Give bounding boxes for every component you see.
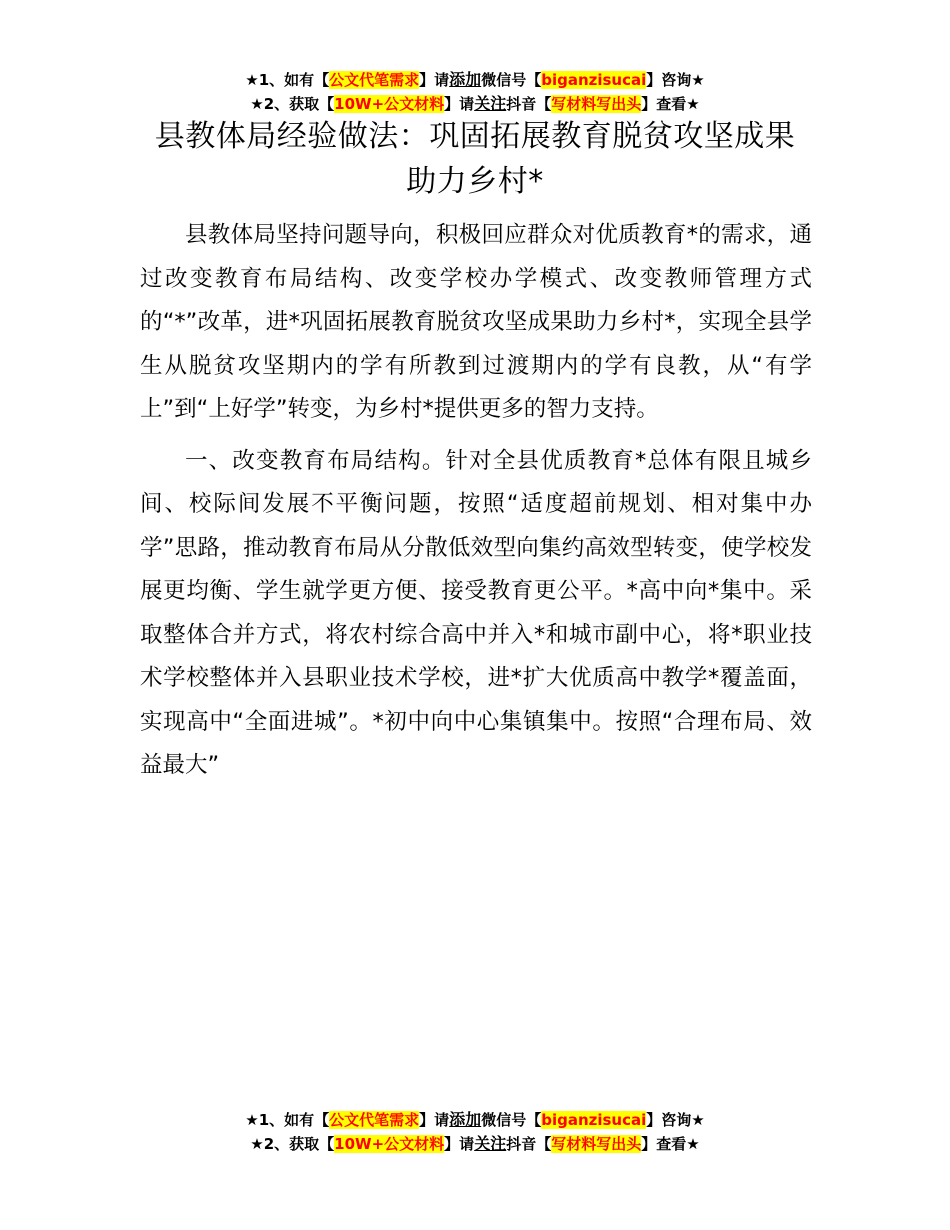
highlight-service: 公文代笔需求 [329,71,420,89]
star-icon: ★ [250,1135,264,1153]
star-icon: ★ [691,1111,705,1129]
footer-banner [0,1108,950,1156]
banner-line-2: ★2、获取【10W+公文材料】请关注抖音【写材料写出头】查看★ [250,1134,700,1153]
star-icon: ★ [691,71,705,89]
highlight-douyin-account: 写材料写出头 [551,95,642,113]
star-icon: ★ [686,1135,700,1153]
header-banner [0,68,950,116]
star-icon: ★ [245,71,259,89]
highlight-wechat-id: biganzisucai [541,1111,647,1129]
highlight-service: 公文代笔需求 [329,1111,420,1129]
underlined-add: 添加 [449,1110,482,1129]
highlight-materials: 10W+公文材料 [334,95,445,113]
document-body [140,214,812,796]
paragraph-intro: 县教体局坚持问题导向，积极回应群众对优质教育*的需求，通过改变教育布局结构、改变学校办学模式、改变教师管理方式的“*”改革，进*巩固拓展教育脱贫攻坚成果助力乡村*，实现全县学生从脱贫攻坚期内的学有所教到过渡期内的学有良教，从“有学上”到“上好学”转变，为乡村*提供更多的智力支持。 [140,222,812,422]
document-title: 县教体局经验做法：巩固拓展教育脱贫攻坚成果助力乡村* [154,119,796,199]
highlight-materials: 10W+公文材料 [334,1135,445,1153]
star-icon: ★ [245,1111,259,1129]
star-icon: ★ [250,95,264,113]
banner-line-2: ★2、获取【10W+公文材料】请关注抖音【写材料写出头】查看★ [250,94,700,113]
banner-line-1: ★1、如有【公文代笔需求】请添加微信号【biganzisucai】咨询★ [245,70,705,89]
underlined-follow: 关注 [474,94,507,113]
highlight-wechat-id: biganzisucai [541,71,647,89]
highlight-douyin-account: 写材料写出头 [551,1135,642,1153]
paragraph-section-1: 一、改变教育布局结构。针对全县优质教育*总体有限且城乡间、校际间发展不平衡问题，按照“适度超前规划、相对集中办学”思路，推动教育布局从分散低效型向集约高效型转变，使学校发展更均衡、学生就学更方便、接受教育更公平。*高中向*集中。采取整体合并方式，将农村综合高中并入*和城市副中心，将*职业技术学校整体并入县职业技术学校，进*扩大优质高中教学*覆盖面，实现高中“全面进城”。*初中向中心集镇集中。按照“合理布局、效益最大” [140,447,812,778]
star-icon: ★ [686,95,700,113]
underlined-add: 添加 [449,70,482,89]
underlined-follow: 关注 [474,1134,507,1153]
banner-line-1: ★1、如有【公文代笔需求】请添加微信号【biganzisucai】咨询★ [245,1110,705,1129]
